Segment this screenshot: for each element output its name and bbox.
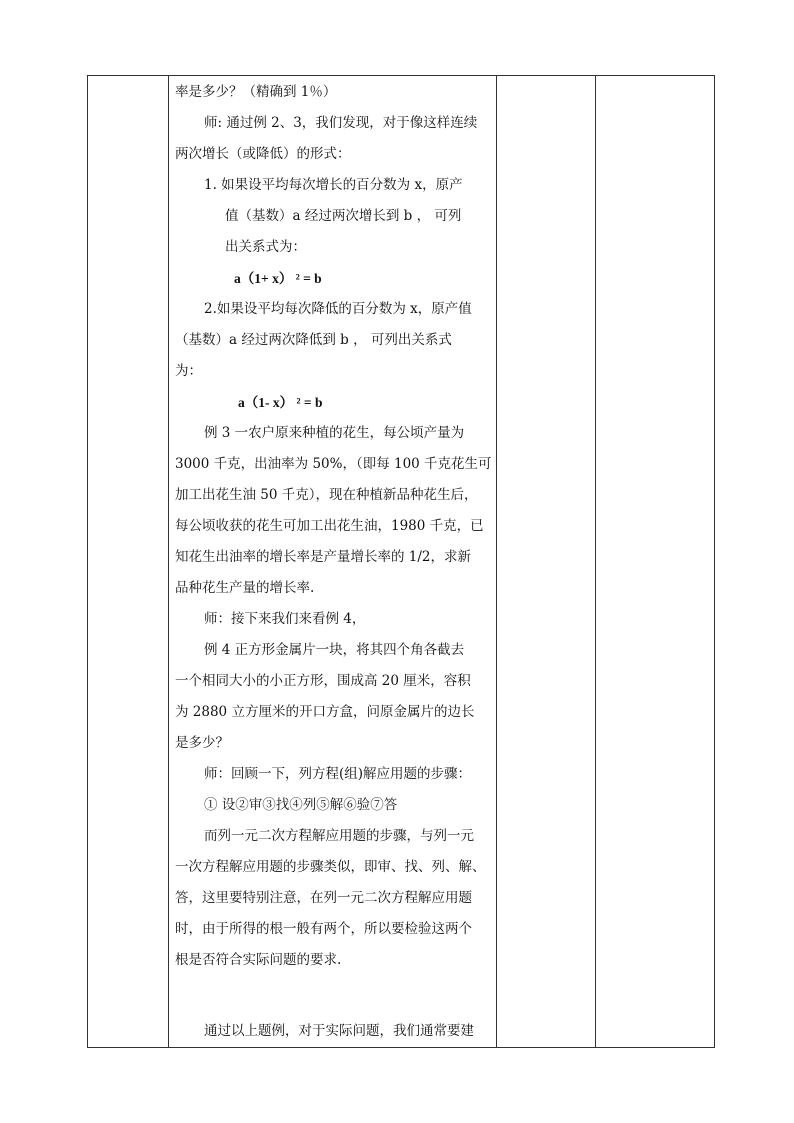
table-cell-content bbox=[169, 76, 497, 1048]
table-cell-left bbox=[88, 76, 169, 1048]
text-line: 3000 千克，出油率为 50%，（即每 100 千克花生可 bbox=[175, 456, 492, 472]
text-line: 两次增长（或降低）的形式： bbox=[175, 146, 351, 162]
text-line: 1. 如果设平均每次增长的百分数为 x，原产 bbox=[204, 177, 463, 193]
text-line: 而列一元二次方程解应用题的步骤，与列一元 bbox=[204, 828, 474, 844]
text-line: 品种花生产量的增长率. bbox=[175, 580, 315, 596]
formula-decline: a（1- x） ² = b bbox=[238, 395, 323, 410]
table-row bbox=[88, 76, 715, 1048]
text-line: 每公顷收获的花生可加工出花生油，1980 千克，已 bbox=[175, 518, 484, 534]
text-line: 2.如果设平均每次降低的百分数为 x，原产值 bbox=[204, 301, 472, 317]
text-line: 出关系式为： bbox=[225, 239, 306, 255]
text-line: 为： bbox=[175, 363, 202, 379]
text-line: 师: 通过例 2、3，我们发现，对于像这样连续 bbox=[204, 115, 478, 131]
formula-growth: a（1+ x） ² = b bbox=[234, 271, 322, 286]
text-line: 例 4 正方形金属片一块，将其四个角各截去 bbox=[204, 642, 465, 658]
lesson-table bbox=[87, 75, 715, 1048]
text-line: 师：接下来我们来看例 4， bbox=[204, 611, 366, 627]
text-line: 为 2880 立方厘米的开口方盒，问原金属片的边长 bbox=[175, 704, 475, 720]
text-line: 师：回顾一下，列方程(组)解应用题的步骤： bbox=[204, 766, 472, 782]
text-line: 一个相同大小的小正方形，围成高 20 厘米，容积 bbox=[175, 673, 471, 689]
text-line: 根是否符合实际问题的要求. bbox=[175, 952, 342, 968]
text-line: 一次方程解应用题的步骤类似，即审、找、列、解、 bbox=[175, 859, 486, 875]
text-line: 是多少？ bbox=[175, 735, 229, 751]
text-line: 例 3 一农户原来种植的花生，每公顷产量为 bbox=[204, 425, 465, 441]
table-cell-third bbox=[496, 76, 595, 1048]
text-line: 加工出花生油 50 千克），现在种植新品种花生后， bbox=[175, 487, 478, 503]
lesson-content bbox=[169, 77, 496, 1047]
text-line: 知花生出油率的增长率是产量增长率的 1/2，求新 bbox=[175, 549, 472, 565]
table-cell-right bbox=[595, 76, 714, 1048]
text-line: 率是多少？（精确到 1％） bbox=[175, 84, 337, 100]
text-line: 通过以上题例，对于实际问题，我们通常要建 bbox=[204, 1023, 474, 1039]
paragraph-gap bbox=[175, 976, 492, 1016]
text-line: ① 设②审③找④列⑤解⑥验⑦答 bbox=[204, 797, 398, 813]
text-line: （基数）a 经过两次降低到 b ， 可列出关系式 bbox=[175, 332, 452, 348]
text-line: 时，由于所得的根一般有两个，所以要检验这两个 bbox=[175, 921, 472, 937]
text-line: 值（基数）a 经过两次增长到 b ， 可列 bbox=[225, 208, 462, 224]
text-line: 答，这里要特别注意，在列一元二次方程解应用题 bbox=[175, 890, 472, 906]
